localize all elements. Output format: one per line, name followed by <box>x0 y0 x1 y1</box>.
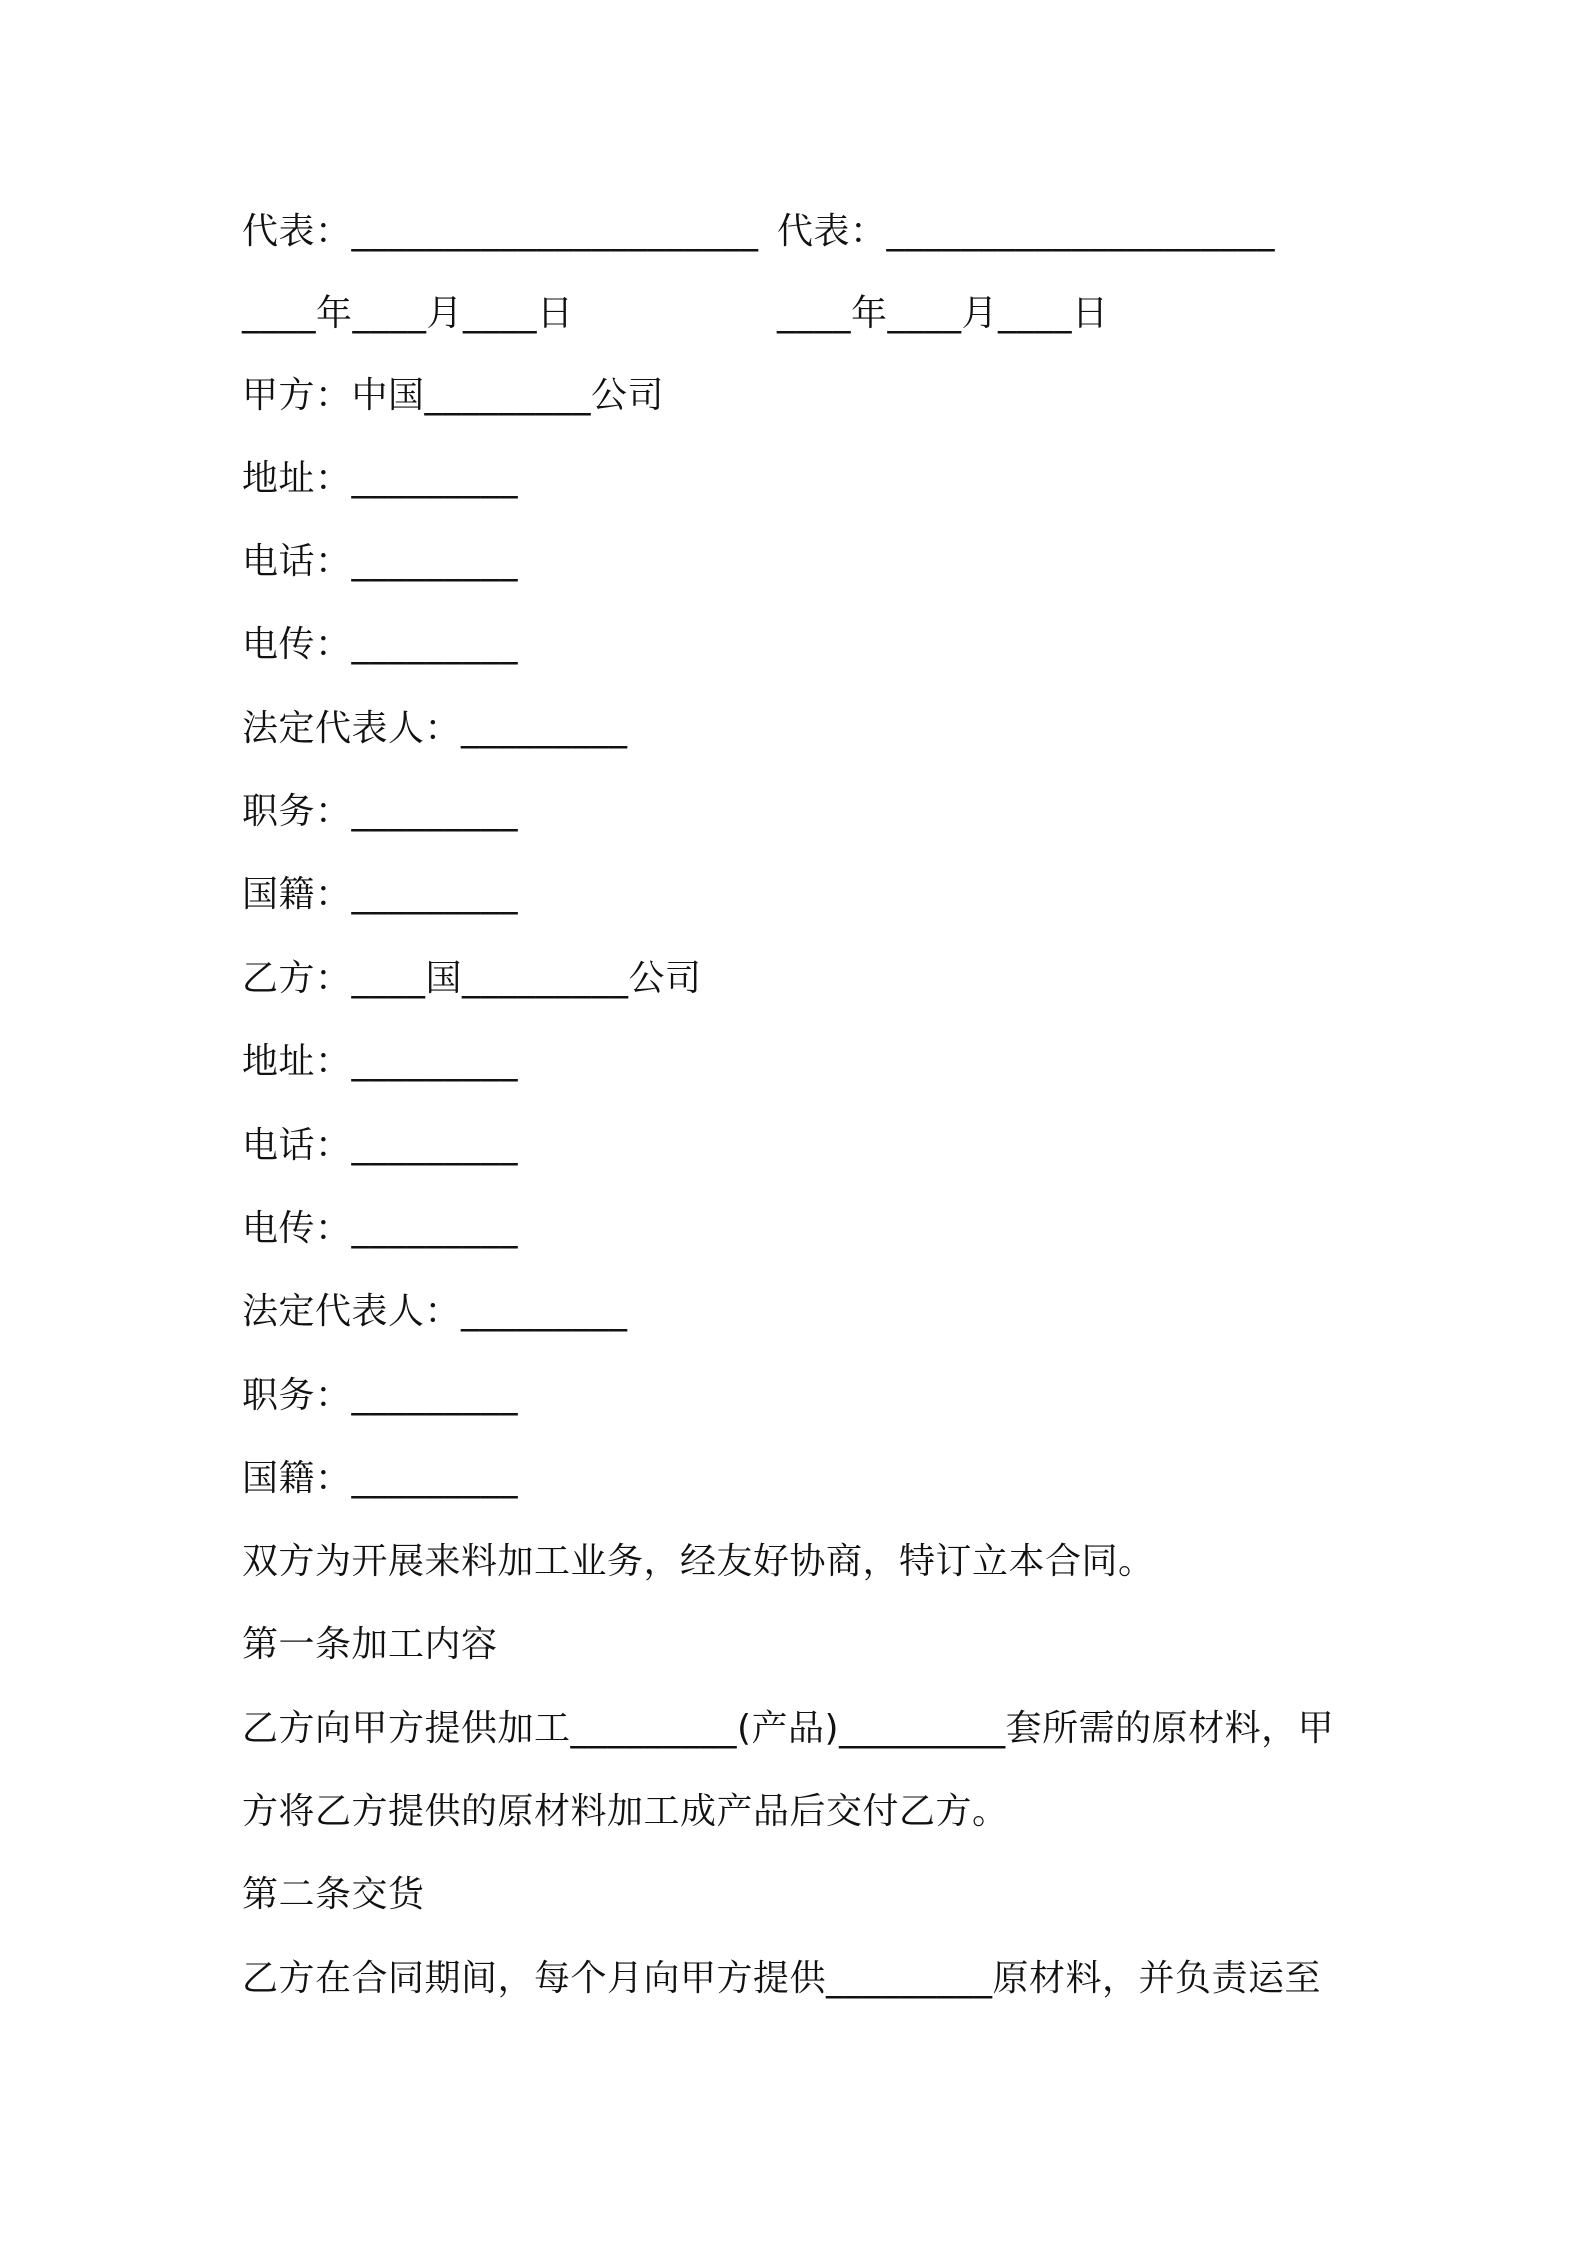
party-b-title: 乙方：____国_________公司 <box>242 958 702 999</box>
signature-date-right: ____年____月____日 <box>777 293 1109 334</box>
party-b-nationality: 国籍：_________ <box>242 1458 519 1499</box>
party-a-fax: 电传：_________ <box>242 624 519 665</box>
signature-date-left: ____年____月____日 <box>242 293 574 334</box>
party-b-fax: 电传：_________ <box>242 1208 519 1249</box>
party-b-legal-rep: 法定代表人：_________ <box>242 1291 628 1332</box>
party-a-position: 职务：_________ <box>242 791 519 832</box>
article-1-line-1: 乙方向甲方提供加工_________(产品)_________套所需的原材料，甲 <box>242 1708 1335 1749</box>
party-a-phone: 电话：_________ <box>242 541 519 582</box>
party-a-legal-rep: 法定代表人：_________ <box>242 708 628 749</box>
party-b-phone: 电话：_________ <box>242 1125 519 1166</box>
party-b-address: 地址：_________ <box>242 1041 519 1082</box>
party-a-address: 地址：_________ <box>242 458 519 499</box>
article-1-line-2: 方将乙方提供的原材料加工成产品后交付乙方。 <box>242 1791 1009 1832</box>
signature-rep-left: 代表：______________________ <box>242 211 759 252</box>
party-a-title: 甲方：中国_________公司 <box>242 375 665 416</box>
party-a-nationality: 国籍：_________ <box>242 874 519 915</box>
contract-intro: 双方为开展来料加工业务，经友好协商，特订立本合同。 <box>242 1541 1155 1582</box>
article-2-line-1: 乙方在合同期间，每个月向甲方提供_________原材料，并负责运至 <box>242 1958 1322 1999</box>
article-1-heading: 第一条加工内容 <box>242 1624 498 1665</box>
signature-rep-right: 代表：_____________________ <box>777 211 1276 252</box>
article-2-heading: 第二条交货 <box>242 1874 425 1915</box>
party-b-position: 职务：_________ <box>242 1375 519 1416</box>
